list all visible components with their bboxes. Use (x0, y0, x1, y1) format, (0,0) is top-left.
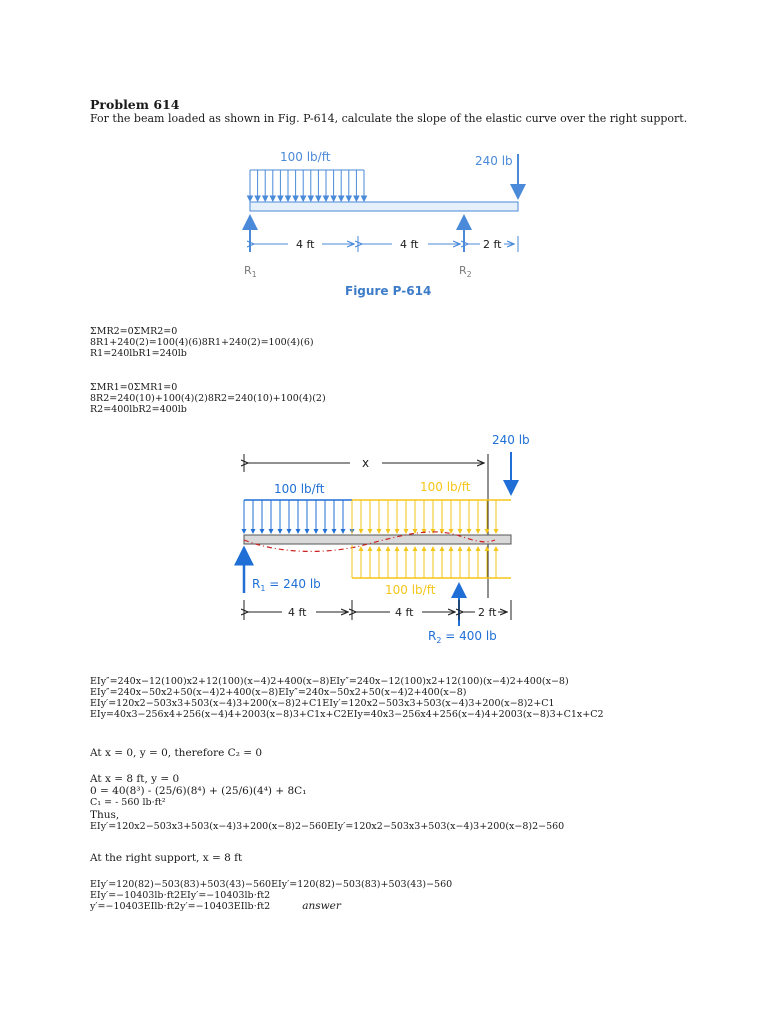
bc2-line-3: C₁ = - 560 lb·ft² (90, 797, 166, 808)
fig2-yellow-top-arrow-head (377, 529, 382, 534)
fig2-blue-load (242, 500, 355, 534)
fig1-load-arrow-head (346, 196, 351, 201)
fig1-dimensions (250, 236, 518, 252)
fig1-load-arrow-head (263, 196, 268, 201)
problem-title: Problem 614 (90, 97, 180, 112)
fig1-load-arrow-head (316, 196, 321, 201)
fig1-load-arrow-head (324, 196, 329, 201)
fig2-x-label: x (362, 456, 370, 470)
answer-label: answer (302, 900, 341, 912)
reaction-2-line-2: 8R2=240(10)+100(4)(2)8R2=240(10)+100(4)(2) (90, 393, 326, 404)
bc2-line-2: 0 = 40(8³) - (25/6)(8⁴) + (25/6)(4⁴) + 8C₁ (90, 785, 307, 797)
fig1-dim2: 4 ft (400, 238, 419, 251)
fig2-load-right-bottom-label: 100 lb/ft (385, 583, 436, 597)
bc2-line-5: EIy′=120x2−503x3+503(x−4)3+200(x−8)2−560EIy′=120x2−503x3+503(x−4)3+200(x−8)2−560 (90, 821, 565, 832)
fig1-beam (250, 202, 518, 211)
right-support-heading: At the right support, x = 8 ft (90, 852, 243, 864)
fig2-blue-load-arrow-head (332, 529, 337, 534)
fig2-yellow-top-arrow-head (359, 529, 364, 534)
fig2-yellow-bottom-arrow-head (449, 546, 454, 551)
fig2-blue-load-arrow-head (278, 529, 283, 534)
fig2-blue-load-arrow-head (242, 529, 247, 534)
fig2-yellow-bottom-arrow-head (377, 546, 382, 551)
equation-line-2: EIy″=240x−50x2+50(x−4)2+400(x−8)EIy″=240x−50x2+50(x−4)2+400(x−8) (90, 687, 467, 698)
fig2-load-left-label: 100 lb/ft (274, 482, 325, 496)
fig2-blue-load-arrow-head (305, 529, 310, 534)
fig2-blue-load-arrow-head (269, 529, 274, 534)
fig2-yellow-bottom-arrow-head (494, 546, 499, 551)
fig1-load-arrow-head (255, 196, 260, 201)
fig2-yellow-bottom-arrow-head (476, 546, 481, 551)
fig1-load-arrow-head (270, 196, 275, 201)
fig2-yellow-bottom-arrow-head (458, 546, 463, 551)
reaction-1-line-3: R1=240lbR1=240lb (90, 348, 187, 359)
fig2-yellow-bottom-arrow-head (404, 546, 409, 551)
right-support-line-1: EIy′=120(82)−503(83)+503(43)−560EIy′=120(82)−503(83)+503(43)−560 (90, 879, 453, 890)
fig1-load-arrow-head (293, 196, 298, 201)
right-support-line-3: y′=−10403EIlb⋅ft2y′=−10403EIlb⋅ft2 answer (90, 900, 341, 912)
fig2-yellow-top-arrow-head (395, 529, 400, 534)
fig2-yellow-bottom-arrow-head (368, 546, 373, 551)
fig1-r1-label: $R_1$ (244, 264, 257, 279)
fig1-load-label: 100 lb/ft (280, 150, 331, 164)
fig2-yellow-top-arrow-head (386, 529, 391, 534)
bc2-line-4: Thus, (90, 809, 120, 821)
fig2-yellow-top-arrow-head (440, 529, 445, 534)
reaction-block-2 (90, 382, 326, 415)
fig2-dim3: 2 ft (478, 606, 497, 619)
fig1-load-arrow-head (308, 196, 313, 201)
fig2-blue-load-arrow-head (260, 529, 265, 534)
fig2-blue-load-arrow-head (287, 529, 292, 534)
fig2-r1-label: $R_1 = 240$ lb (252, 577, 321, 593)
fig2-load-right-top-label: 100 lb/ft (420, 480, 471, 494)
fig1-load-arrow-head (301, 196, 306, 201)
fig1-caption: Figure P-614 (345, 284, 432, 298)
fig1-dim1: 4 ft (296, 238, 315, 251)
fig1-load-arrow-head (331, 196, 336, 201)
problem-statement: For the beam loaded as shown in Fig. P-614, calculate the slope of the elastic curve over the right support. (90, 112, 688, 125)
figure-2-beam-loading (230, 428, 540, 648)
fig2-yellow-top-arrow-head (494, 529, 499, 534)
fig2-blue-load-arrow-head (314, 529, 319, 534)
equations-block (90, 676, 604, 720)
fig1-load-arrow-head (286, 196, 291, 201)
fig2-yellow-top-arrow-head (368, 529, 373, 534)
reaction-1-line-2: 8R1+240(2)=100(4)(6)8R1+240(2)=100(4)(6) (90, 337, 314, 348)
fig1-distributed-load (248, 170, 367, 201)
fig2-yellow-bottom-arrow-head (413, 546, 418, 551)
fig2-blue-load-arrow-head (323, 529, 328, 534)
equation-line-3: EIy′=120x2−503x3+503(x−4)3+200(x−8)2+C1EIy′=120x2−503x3+503(x−4)3+200(x−8)2+C1 (90, 698, 555, 709)
fig2-yellow-bottom-arrow-head (386, 546, 391, 551)
fig2-yellow-top-arrow-head (458, 529, 463, 534)
fig1-load-arrow-head (248, 196, 253, 201)
fig2-yellow-top-arrow-head (476, 529, 481, 534)
reaction-2-line-3: R2=400lbR2=400lb (90, 404, 187, 415)
fig2-dim1: 4 ft (288, 606, 307, 619)
fig1-load-arrow-head (362, 196, 367, 201)
figure-p614 (230, 140, 540, 305)
right-support-block (90, 879, 452, 912)
fig2-yellow-bottom-arrow-head (431, 546, 436, 551)
fig2-dim2: 4 ft (395, 606, 414, 619)
boundary-condition-1: At x = 0, y = 0, therefore C₂ = 0 (90, 747, 263, 759)
fig1-load-arrow-head (354, 196, 359, 201)
fig1-r2-label: $R_2$ (459, 264, 472, 279)
right-support-line-2: EIy′=−10403lb⋅ft2EIy′=−10403lb⋅ft2 (90, 890, 271, 901)
reaction-2-line-1: ΣMR1=0ΣMR1=0 (90, 382, 178, 393)
fig2-yellow-top-arrow-head (467, 529, 472, 534)
fig2-yellow-bottom-arrow-head (467, 546, 472, 551)
fig2-yellow-bottom-arrow-head (422, 546, 427, 551)
fig1-load-arrow-head (339, 196, 344, 201)
fig2-blue-load-arrow-head (341, 529, 346, 534)
fig2-yellow-bottom-arrow-head (485, 546, 490, 551)
fig2-yellow-load-bottom (352, 545, 511, 578)
fig2-r2-label: $R_2 = 400$ lb (428, 629, 497, 645)
reaction-block-1 (90, 326, 314, 359)
fig2-blue-load-arrow-head (296, 529, 301, 534)
fig1-point-load-label: 240 lb (475, 154, 513, 168)
fig2-blue-load-arrow-head (251, 529, 256, 534)
fig2-point-load-label: 240 lb (492, 433, 530, 447)
fig1-load-arrow-head (278, 196, 283, 201)
fig1-dim3: 2 ft (483, 238, 502, 251)
fig2-yellow-bottom-arrow-head (395, 546, 400, 551)
boundary-condition-2 (90, 773, 564, 832)
bc2-line-1: At x = 8 ft, y = 0 (90, 773, 180, 785)
equation-line-1: EIy″=240x−12(100)x2+12(100)(x−4)2+400(x−8)EIy″=240x−12(100)x2+12(100)(x−4)2+400(x−8) (90, 676, 569, 687)
fig2-yellow-load-top (352, 500, 511, 534)
fig2-yellow-top-arrow-head (404, 529, 409, 534)
fig2-yellow-top-arrow-head (422, 529, 427, 534)
fig2-yellow-bottom-arrow-head (440, 546, 445, 551)
fig2-dimensions (244, 600, 511, 620)
reaction-1-line-1: ΣMR2=0ΣMR2=0 (90, 326, 178, 337)
equation-line-4: EIy=40x3−256x4+256(x−4)4+2003(x−8)3+C1x+C2EIy=40x3−256x4+256(x−4)4+2003(x−8)3+C1x+C2 (90, 709, 604, 720)
fig2-yellow-top-arrow-head (485, 529, 490, 534)
